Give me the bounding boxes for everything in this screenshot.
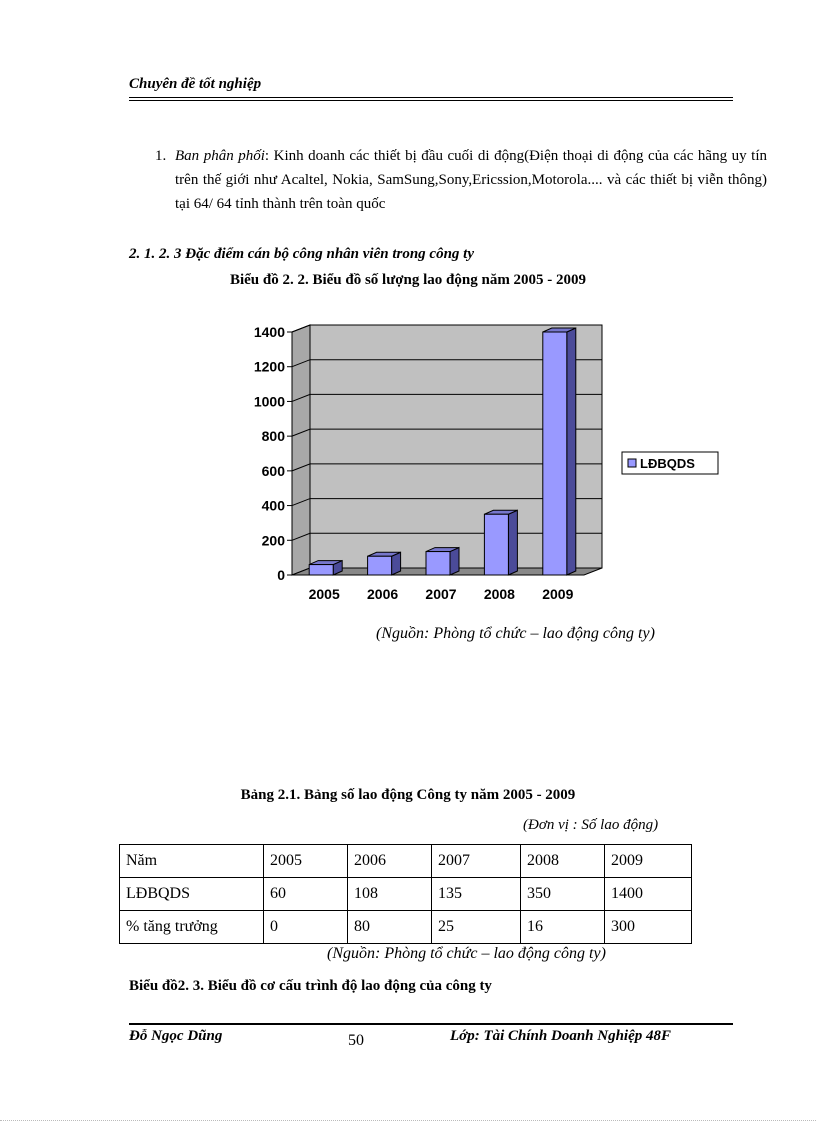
footer-author: Đỗ Ngọc Dũng [129, 1028, 223, 1044]
y-tick-label: 1000 [253, 393, 285, 410]
table-cell: 25 [432, 911, 521, 944]
page-number: 50 [348, 1032, 364, 1049]
table-cell: 2006 [348, 845, 432, 878]
bar-side [450, 548, 459, 575]
table-cell: 60 [264, 878, 348, 911]
y-tick-label: 0 [277, 567, 285, 583]
list-item-lead: Ban phân phối [175, 148, 265, 164]
table-caption: Bảng 2.1. Bảng số lao động Công ty năm 2005 - 2009 [240, 787, 576, 803]
y-tick-label: 600 [261, 462, 285, 479]
x-tick-label: 2009 [542, 586, 574, 602]
chart-caption: Biểu đồ 2. 2. Biểu đồ số lượng lao động năm 2005 - 2009 [229, 272, 587, 288]
section-heading: 2. 1. 2. 3 Đặc điểm cán bộ công nhân viên trong công ty [129, 246, 475, 262]
table-cell: 300 [605, 911, 692, 944]
list-item [155, 144, 767, 216]
table-row [120, 845, 692, 878]
bar [426, 552, 450, 575]
table-unit-note: (Đơn vị : Số lao động) [523, 817, 659, 833]
bar [368, 556, 392, 575]
x-tick-label: 2005 [308, 586, 340, 602]
header-rule-second [129, 100, 733, 101]
table-cell: 16 [521, 911, 605, 944]
footer-rule [129, 1023, 733, 1025]
table-cell: Năm [120, 845, 264, 878]
table-cell: 2007 [432, 845, 521, 878]
table-source-note: (Nguồn: Phòng tổ chức – lao động công ty) [327, 945, 606, 962]
list-item-number: 1. [155, 148, 167, 164]
footer-class: Lớp: Tài Chính Doanh Nghiệp 48F [450, 1028, 672, 1044]
table-cell: 108 [348, 878, 432, 911]
page-edge-divider [0, 1120, 816, 1121]
table-cell: 2008 [521, 845, 605, 878]
bar [484, 514, 508, 575]
y-tick-label: 1400 [253, 324, 285, 340]
table-cell: LĐBQDS [120, 878, 264, 911]
table-cell: 2009 [605, 845, 692, 878]
y-tick-label: 200 [261, 532, 285, 549]
chart-source-note: (Nguồn: Phòng tổ chức – lao động công ty) [376, 625, 655, 642]
table-cell: 135 [432, 878, 521, 911]
header-rule [129, 97, 733, 98]
bar [309, 565, 333, 575]
bar [543, 332, 567, 575]
list-item-text: : Kinh doanh các thiết bị đầu cuối di động(Điện thoại di động của các hãng uy tín trên thế giới như Acaltel, Nokia, SamSung,Sony,Ericssion,Motorola.... và các thiết bị viễn thông) tại 64/ 64 tỉnh thành trên toàn quốc [175, 148, 767, 212]
legend-swatch [628, 459, 636, 467]
table-cell: 2005 [264, 845, 348, 878]
x-tick-label: 2007 [425, 586, 457, 602]
table-cell: 0 [264, 911, 348, 944]
table-cell: 1400 [605, 878, 692, 911]
table-cell: % tăng trưởng [120, 911, 264, 944]
table-cell: 80 [348, 911, 432, 944]
table-row [120, 911, 692, 944]
list-item-body [175, 144, 767, 216]
table-cell: 350 [521, 878, 605, 911]
y-tick-label: 800 [261, 428, 285, 445]
legend-label: LĐBQDS [640, 456, 695, 471]
table-row [120, 878, 692, 911]
labor-table [119, 844, 692, 944]
bar-side [567, 328, 576, 575]
y-tick-label: 400 [261, 497, 285, 514]
chart-side-wall [292, 325, 310, 575]
x-tick-label: 2008 [483, 586, 515, 602]
next-chart-caption: Biểu đồ2. 3. Biểu đồ cơ cấu trình độ lao động của công ty [129, 978, 492, 994]
bar-chart [240, 315, 730, 615]
y-tick-label: 1200 [253, 358, 285, 375]
x-tick-label: 2006 [367, 586, 399, 602]
page-header-title: Chuyên đề tốt nghiệp [129, 76, 262, 92]
bar-side [508, 510, 517, 575]
